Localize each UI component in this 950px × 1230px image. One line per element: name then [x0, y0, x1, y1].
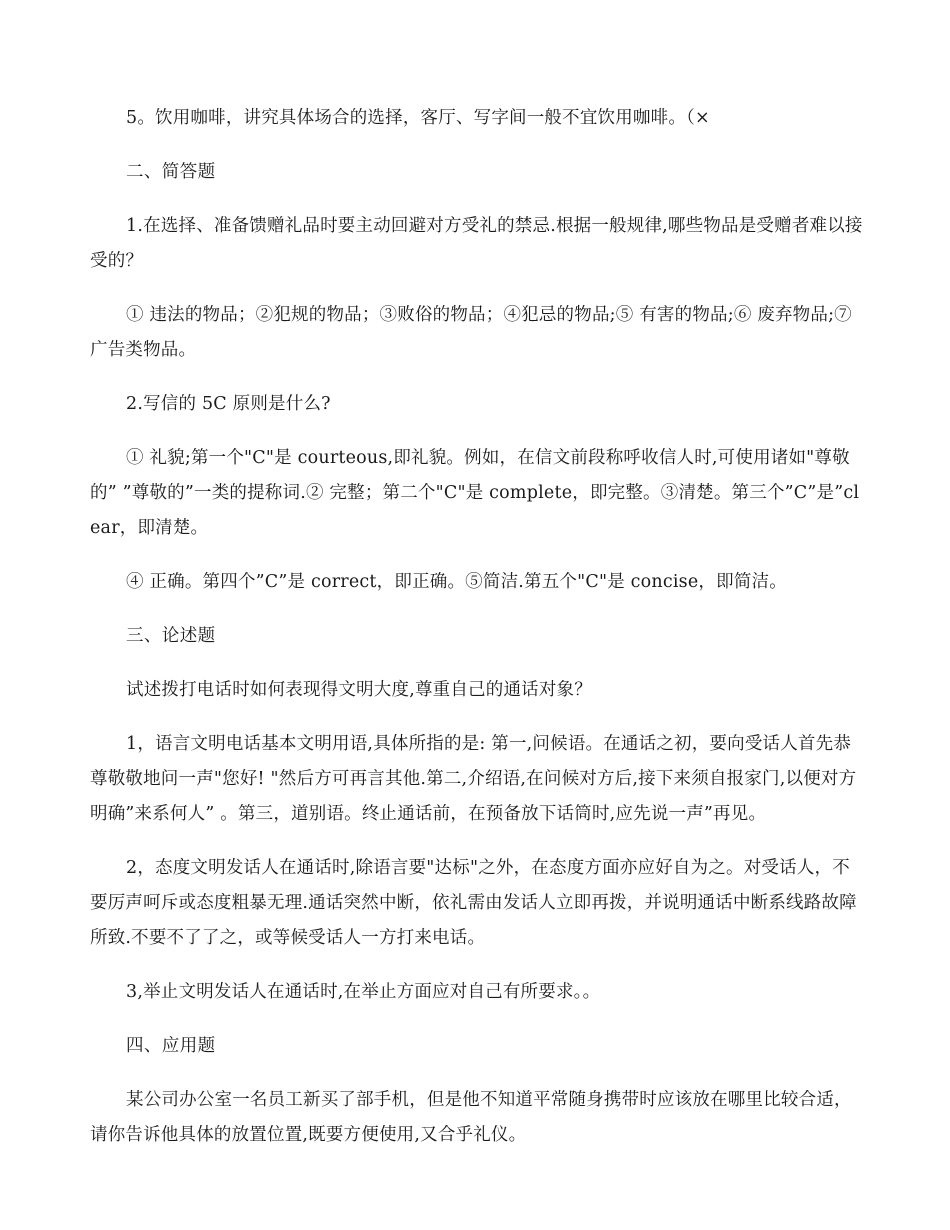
short-answer-question-1: 1.在选择、准备馈赠礼品时要主动回避对方受礼的禁忌.根据一般规律,哪些物品是受赠者难以接受的？ [90, 216, 863, 271]
application-question: 某公司办公室一名员工新买了部手机，但是他不知道平常随身携带时应该放在哪里比较合适，请你告诉他具体的放置位置,既要方便使用,又合乎礼仪。 [90, 1090, 852, 1145]
section-heading-essay: 三、论述题 [126, 626, 216, 646]
short-answer-question-2: 2.写信的 5C 原则是什么? [126, 394, 331, 414]
section-heading-application: 四、应用题 [126, 1036, 216, 1056]
essay-answer-1: 1，语言文明电话基本文明用语,具体所指的是: 第一,问候语。在通话之初，要向受话人首先恭尊敬敬地问一声"您好! "然后方可再言其他.第二,介绍语,在问候对方后,接下来须自报家门,以便对方明确”来系何人” 。第三，道别语。终止通话前，在预备放下话筒时,应先说一声”再见。 [90, 734, 857, 824]
true-false-item-5: 5。饮用咖啡，讲究具体场合的选择，客厅、写字间一般不宜饮用咖啡。（× [126, 108, 710, 128]
essay-answer-3: 3,举止文明发话人在通话时,在举止方面应对自己有所要求。。 [126, 982, 601, 1002]
short-answer-answer-2-part-1: ① 礼貌;第一个"C"是 courteous,即礼貌。例如，在信文前段称呼收信人时,可使用诸如"尊敬的” ”尊敬的”一类的提称词.② 完整；第二个"C"是 complete，即完整。③清楚。第三个”C”是”clear，即清楚。 [90, 448, 860, 538]
short-answer-answer-1: ① 违法的物品；②犯规的物品；③败俗的物品；④犯忌的物品;⑤ 有害的物品;⑥ 废弃物品;⑦ 广告类物品。 [90, 305, 852, 360]
short-answer-answer-2-part-2: ④ 正确。第四个”C”是 correct，即正确。⑤简洁.第五个"C"是 concise，即简洁。 [126, 572, 787, 592]
essay-answer-2: 2，态度文明发话人在通话时,除语言要"达标"之外，在态度方面亦应好自为之。对受话人，不要厉声呵斥或态度粗暴无理.通话突然中断，依礼需由发话人立即再拨，并说明通话中断系线路故障所致.不要不了了之，或等候受话人一方打来电话。 [90, 858, 857, 948]
document-body [90, 101, 865, 1172]
essay-question: 试述拨打电话时如何表现得文明大度,尊重自己的通话对象？ [126, 680, 592, 700]
section-heading-short-answer: 二、简答题 [126, 162, 216, 182]
